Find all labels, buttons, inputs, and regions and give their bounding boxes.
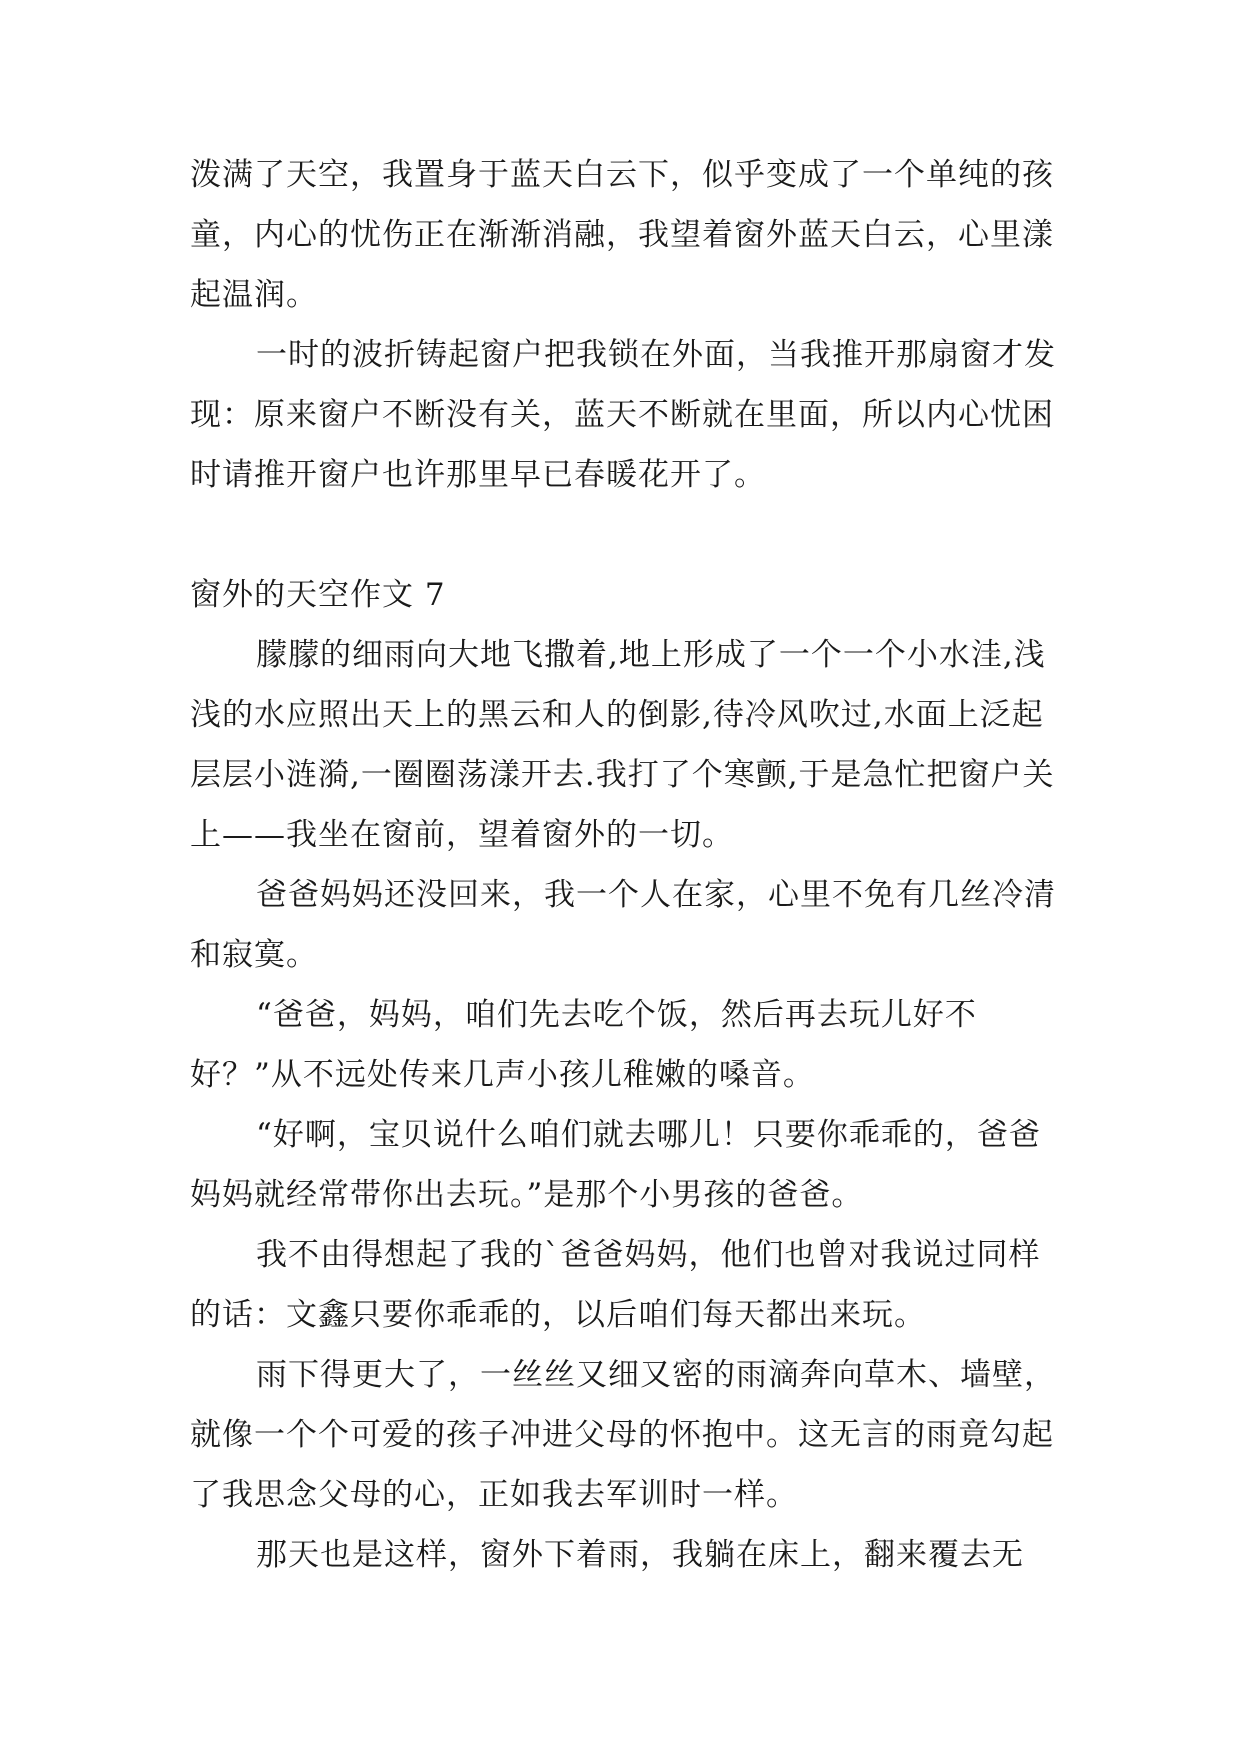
paragraph-2: 一时的波折铸起窗户把我锁在外面，当我推开那扇窗才发现：原来窗户不断没有关，蓝天不断就在里面，所以内心忧困时请推开窗户也许那里早已春暖花开了。: [190, 337, 1056, 493]
section-title: 窗外的天空作文 7: [190, 577, 446, 613]
section-paragraph-2: 爸爸妈妈还没回来，我一个人在家，心里不免有几丝冷清和寂寞。: [190, 877, 1056, 973]
section-paragraph-1: 朦朦的细雨向大地飞撒着,地上形成了一个一个小水洼,浅浅的水应照出天上的黑云和人的倒影,待冷风吹过,水面上泛起层层小涟漪,一圈圈荡漾开去.我打了个寒颤,于是急忙把窗户关上——我坐在窗前，望着窗外的一切。: [190, 637, 1055, 853]
section-paragraph-4: “好啊，宝贝说什么咱们就去哪儿！只要你乖乖的，爸爸妈妈就经常带你出去玩。”是那个小男孩的爸爸。: [190, 1117, 1041, 1213]
document-body: [190, 145, 1060, 1585]
section-paragraph-5: 我不由得想起了我的`爸爸妈妈，他们也曾对我说过同样的话：文鑫只要你乖乖的，以后咱们每天都出来玩。: [190, 1237, 1041, 1333]
section-paragraph-6: 雨下得更大了，一丝丝又细又密的雨滴奔向草木、墙壁，就像一个个可爱的孩子冲进父母的怀抱中。这无言的雨竟勾起了我思念父母的心，正如我去军训时一样。: [190, 1357, 1056, 1513]
section-paragraph-3: “爸爸，妈妈，咱们先去吃个饭，然后再去玩儿好不好？”从不远处传来几声小孩儿稚嫩的嗓音。: [190, 997, 977, 1093]
paragraph-1: 泼满了天空，我置身于蓝天白云下，似乎变成了一个单纯的孩童，内心的忧伤正在渐渐消融，我望着窗外蓝天白云，心里漾起温润。: [190, 157, 1054, 313]
section-paragraph-7: 那天也是这样，窗外下着雨，我躺在床上，翻来覆去无: [256, 1537, 1024, 1573]
